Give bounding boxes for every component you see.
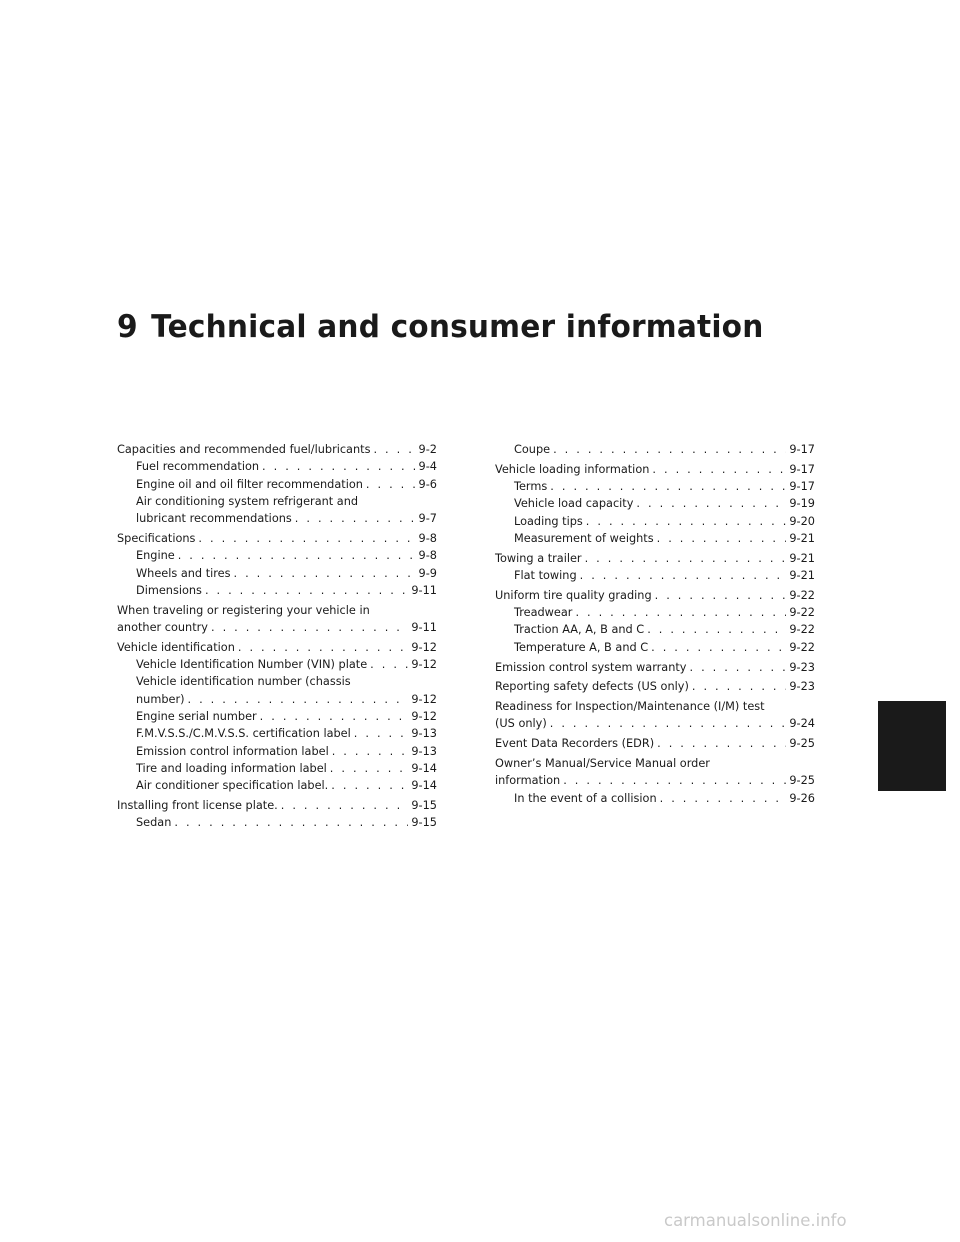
- toc-entry-page: 9-9: [418, 566, 437, 580]
- toc-entry-line: [136, 708, 437, 725]
- toc-entry-title: Capacities and recommended fuel/lubricants: [117, 443, 371, 456]
- toc-entry-line: [136, 476, 437, 493]
- toc-entry-line: [514, 639, 815, 656]
- dot-leader: [585, 550, 787, 567]
- toc-entry-line: [136, 582, 437, 599]
- toc-entry-line: [117, 441, 437, 458]
- toc-entry-page: 9-26: [789, 791, 815, 805]
- toc-entry[interactable]: [495, 550, 815, 567]
- toc-entry-page: 9-24: [789, 717, 815, 731]
- toc-entry-page: 9-14: [411, 761, 437, 775]
- toc-entry-title: another country: [117, 620, 208, 634]
- toc-entry-title: Wheels and tires: [136, 566, 231, 580]
- toc-entry-title: Coupe: [514, 443, 551, 456]
- toc-entry-title-line: Readiness for Inspection/Maintenance (I/M) test: [495, 700, 765, 714]
- dot-leader: [370, 656, 408, 673]
- toc-entry-line: [514, 513, 815, 530]
- toc-entry-page: 9-25: [789, 774, 815, 788]
- toc-entry[interactable]: [117, 639, 437, 656]
- toc-entry[interactable]: [495, 698, 815, 733]
- toc-entry-line: [136, 656, 437, 673]
- toc-entry[interactable]: [495, 659, 815, 676]
- toc-entry-title: number): [136, 692, 185, 706]
- dot-leader: [689, 659, 786, 676]
- toc-entry-title: Dimensions: [136, 583, 202, 597]
- dot-leader: [366, 476, 416, 493]
- toc-entry[interactable]: [495, 790, 815, 807]
- toc-entry-title: Terms: [514, 480, 548, 494]
- toc-entry-title: Vehicle Identification Number (VIN) plate: [136, 658, 368, 672]
- toc-entry[interactable]: [495, 621, 815, 638]
- toc-entry-title: Vehicle loading information: [495, 462, 650, 476]
- toc-entry-page: 9-6: [418, 477, 437, 491]
- dot-leader: [647, 621, 786, 638]
- toc-entry-page: 9-20: [789, 514, 815, 528]
- toc-entry-page: 9-7: [418, 512, 437, 526]
- toc-entry-line: [117, 530, 437, 547]
- dot-leader: [652, 461, 786, 478]
- toc-entry-title: Tire and loading information label: [136, 761, 327, 775]
- toc-entry-title: Reporting safety defects (US only): [495, 680, 689, 694]
- dot-leader: [354, 725, 409, 742]
- dot-leader: [553, 441, 786, 458]
- toc-entry[interactable]: [495, 530, 815, 547]
- toc-entry-line: [514, 790, 815, 807]
- toc-entry-title: Measurement of weights: [514, 531, 654, 545]
- toc-entry-title: information: [495, 774, 561, 788]
- toc-entry-line: [514, 478, 815, 495]
- toc-entry-page: 9-12: [411, 640, 437, 654]
- toc-entry-title: Air conditioner specification label.: [136, 779, 329, 793]
- toc-entry-page: 9-12: [411, 709, 437, 723]
- toc-entry-page: 9-14: [411, 779, 437, 793]
- toc-entry[interactable]: [495, 604, 815, 621]
- dot-leader: [174, 814, 408, 831]
- toc-entry[interactable]: [117, 565, 437, 582]
- toc-entry-title: Installing front license plate.: [117, 798, 278, 812]
- toc-entry-page: 9-8: [418, 549, 437, 563]
- toc-entry-title: (US only): [495, 717, 547, 731]
- toc-entry-line: [514, 441, 815, 458]
- toc-entry-line: [136, 760, 437, 777]
- dot-leader: [692, 678, 787, 695]
- toc-entry-title: Flat towing: [514, 569, 577, 583]
- toc-entry-page: 9-15: [411, 798, 437, 812]
- toc-entry-page: 9-2: [418, 443, 437, 456]
- toc-entry-title: Engine: [136, 549, 175, 563]
- dot-leader: [655, 587, 787, 604]
- toc-entry-line: [495, 715, 815, 732]
- toc-entry-page: 9-25: [789, 737, 815, 751]
- toc-entry-page: 9-11: [411, 620, 437, 634]
- toc-entry-page: 9-23: [789, 680, 815, 694]
- toc-entry-page: 9-17: [789, 443, 815, 456]
- dot-leader: [178, 547, 416, 564]
- toc-entry-line: [514, 621, 815, 638]
- toc-entry-line: [514, 495, 815, 512]
- dot-leader: [657, 530, 787, 547]
- dot-leader: [660, 790, 787, 807]
- toc-entry[interactable]: [117, 673, 437, 708]
- toc-entry-title: Specifications: [117, 531, 196, 545]
- dot-leader: [651, 639, 786, 656]
- toc-entry-title: Event Data Recorders (EDR): [495, 737, 655, 751]
- toc-entry-page: 9-13: [411, 727, 437, 741]
- dot-leader: [636, 495, 786, 512]
- toc-entry[interactable]: [117, 602, 437, 637]
- toc-entry[interactable]: [117, 797, 437, 814]
- toc-entry-page: 9-15: [411, 816, 437, 830]
- toc-entry-page: 9-17: [789, 462, 815, 476]
- toc-entry[interactable]: [117, 493, 437, 528]
- toc-entry[interactable]: [495, 461, 815, 478]
- toc-entry-line: [514, 604, 815, 621]
- toc-entry-title: Towing a trailer: [495, 551, 582, 565]
- dot-leader: [188, 691, 409, 708]
- toc-entry[interactable]: [117, 441, 437, 458]
- toc-entry-page: 9-19: [789, 497, 815, 511]
- toc-entry-page: 9-21: [789, 551, 815, 565]
- toc-entry-title: Temperature A, B and C: [514, 640, 649, 654]
- toc-entry-title: Traction AA, A, B and C: [514, 623, 645, 637]
- toc-entry-line: [117, 639, 437, 656]
- toc-entry[interactable]: [117, 725, 437, 742]
- toc-entry[interactable]: [495, 567, 815, 584]
- dot-leader: [332, 743, 409, 760]
- toc-entry-page: 9-21: [789, 531, 815, 545]
- toc-entry-page: 9-22: [789, 623, 815, 637]
- toc-entry[interactable]: [495, 755, 815, 790]
- chapter-number: 9: [117, 309, 138, 345]
- toc-entry[interactable]: [495, 639, 815, 656]
- toc-entry-page: 9-22: [789, 588, 815, 602]
- toc-entry-page: 9-12: [411, 658, 437, 672]
- toc-entry-line: [136, 725, 437, 742]
- toc-entry-line: [495, 678, 815, 695]
- toc-entry-page: 9-22: [789, 640, 815, 654]
- toc-entry-page: 9-11: [411, 583, 437, 597]
- toc-entry-line: [136, 743, 437, 760]
- dot-leader: [198, 530, 415, 547]
- toc-entry[interactable]: [495, 478, 815, 495]
- dot-leader: [330, 760, 409, 777]
- dot-leader: [295, 510, 416, 527]
- watermark: carmanualsonline.info: [664, 1211, 847, 1230]
- toc-entry[interactable]: [117, 814, 437, 831]
- toc-entry-page: 9-13: [411, 744, 437, 758]
- dot-leader: [211, 619, 408, 636]
- toc-entry-title-line: Vehicle identification number (chassis: [136, 675, 351, 689]
- toc-entry[interactable]: [117, 777, 437, 794]
- toc-entry-line: [136, 814, 437, 831]
- chapter-tab: [878, 701, 946, 791]
- dot-leader: [260, 708, 409, 725]
- dot-leader: [580, 567, 787, 584]
- toc-entry-title: Sedan: [136, 816, 172, 830]
- toc-entry[interactable]: [117, 582, 437, 599]
- dot-leader: [238, 639, 408, 656]
- toc-entry-line: [117, 797, 437, 814]
- dot-leader: [373, 441, 415, 458]
- dot-leader: [563, 772, 786, 789]
- toc-entry[interactable]: [117, 708, 437, 725]
- chapter-title-text: Technical and consumer information: [151, 309, 764, 345]
- toc-entry-title: Engine oil and oil filter recommendation: [136, 477, 363, 491]
- toc-entry[interactable]: [117, 656, 437, 673]
- toc-entry[interactable]: [117, 760, 437, 777]
- toc-entry-line: [495, 550, 815, 567]
- toc-entry-page: 9-22: [789, 606, 815, 620]
- toc-entry-line: [495, 659, 815, 676]
- toc-entry[interactable]: [495, 678, 815, 695]
- toc-entry-title: In the event of a collision: [514, 791, 657, 805]
- toc-entry-line: [495, 587, 815, 604]
- toc-right-column: [495, 441, 815, 807]
- toc-entry-line: [495, 735, 815, 752]
- toc-entry-line: [514, 530, 815, 547]
- dot-leader: [550, 478, 786, 495]
- toc-entry[interactable]: [117, 743, 437, 760]
- toc-entry-line: [495, 772, 815, 789]
- toc-entry-title: Loading tips: [514, 514, 583, 528]
- toc-entry-page: 9-17: [789, 480, 815, 494]
- dot-leader: [262, 458, 416, 475]
- toc-entry[interactable]: [117, 547, 437, 564]
- toc-entry-line: [136, 565, 437, 582]
- toc-left-column: [117, 441, 437, 832]
- toc-entry-line: [136, 691, 437, 708]
- toc-entry-line: [117, 619, 437, 636]
- dot-leader: [657, 735, 786, 752]
- toc-entry[interactable]: [495, 441, 815, 458]
- toc-entry-page: 9-12: [411, 692, 437, 706]
- toc-entry[interactable]: [117, 530, 437, 547]
- toc-entry-title: Treadwear: [514, 606, 573, 620]
- toc-entry-title: Emission control information label: [136, 744, 329, 758]
- toc-entry-page: 9-8: [418, 531, 437, 545]
- toc-entry-title: lubricant recommendations: [136, 512, 292, 526]
- toc-entry-line: [514, 567, 815, 584]
- toc-entry-title-line: When traveling or registering your vehicle in: [117, 603, 370, 617]
- toc-entry[interactable]: [117, 476, 437, 493]
- toc-entry-line: [136, 458, 437, 475]
- toc-entry-title-line: Owner’s Manual/Service Manual order: [495, 757, 710, 771]
- toc-entry-title: Fuel recommendation: [136, 460, 260, 474]
- toc-entry[interactable]: [495, 587, 815, 604]
- dot-leader: [550, 715, 787, 732]
- toc-entry-page: 9-4: [418, 460, 437, 474]
- dot-leader: [586, 513, 787, 530]
- toc-entry[interactable]: [495, 735, 815, 752]
- toc-entry-title-line: Air conditioning system refrigerant and: [136, 494, 359, 508]
- dot-leader: [281, 797, 409, 814]
- dot-leader: [575, 604, 786, 621]
- toc-entry-title: Emission control system warranty: [495, 660, 687, 674]
- toc-entry[interactable]: [495, 495, 815, 512]
- toc-entry-line: [495, 461, 815, 478]
- toc-entry[interactable]: [117, 458, 437, 475]
- toc-entry-page: 9-21: [789, 569, 815, 583]
- chapter-title: [117, 302, 763, 352]
- dot-leader: [331, 777, 408, 794]
- toc-entry-title: Vehicle identification: [117, 640, 235, 654]
- toc-entry-title: F.M.V.S.S./C.M.V.S.S. certification label: [136, 727, 351, 741]
- toc-entry[interactable]: [495, 513, 815, 530]
- dot-leader: [234, 565, 416, 582]
- toc-entry-title: Vehicle load capacity: [514, 497, 634, 511]
- toc-entry-line: [136, 510, 437, 527]
- toc-entry-page: 9-23: [789, 660, 815, 674]
- toc-entry-title: Engine serial number: [136, 709, 257, 723]
- toc-entry-line: [136, 777, 437, 794]
- toc-entry-line: [136, 547, 437, 564]
- toc-entry-title: Uniform tire quality grading: [495, 588, 652, 602]
- dot-leader: [205, 582, 408, 599]
